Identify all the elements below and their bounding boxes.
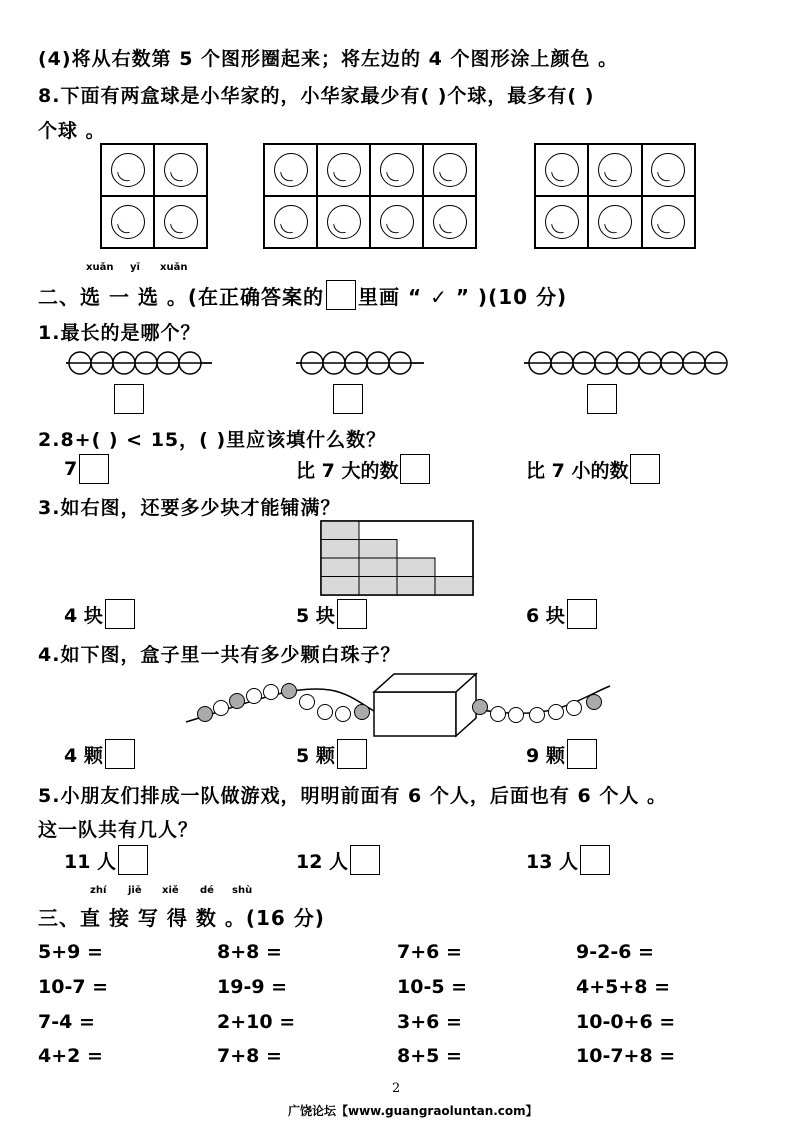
section2-title-mid: (在正确答案的 — [187, 284, 325, 309]
section2-title — [38, 280, 567, 310]
s2q4-text: 4.如下图，盒子里一共有多少颗白珠子？ — [38, 644, 401, 666]
ball-icon — [433, 153, 467, 187]
ball-cell — [317, 196, 370, 248]
section2-title-prefix: 二、选 一 选 。 — [38, 284, 188, 309]
s2q3-option-3 — [526, 599, 597, 629]
ball-icon — [274, 153, 308, 187]
ball-cell — [423, 144, 476, 196]
option-label: 比 7 小的数 — [526, 459, 629, 482]
s2q3-answer-box-3[interactable] — [567, 599, 597, 629]
ball-icon — [598, 153, 632, 187]
bead-box-figure — [180, 666, 616, 744]
ball-icon — [111, 153, 145, 187]
section2-title-suffix: 里画 “ ✓ ” )(10 分) — [358, 284, 568, 309]
ball-icon — [651, 153, 685, 187]
calc-item: 10-7+8 = — [576, 1045, 676, 1067]
calc-item: 7+8 = — [217, 1045, 282, 1067]
ball-icon — [327, 205, 361, 239]
ball-cell — [264, 144, 317, 196]
s2q5-option-2 — [296, 845, 380, 875]
s2q5-answer-box-2[interactable] — [350, 845, 380, 875]
pinyin-xuan2: xuǎn — [160, 262, 188, 273]
ball-cell — [535, 196, 588, 248]
ball-icon — [545, 153, 579, 187]
calc-item: 7+6 = — [397, 941, 462, 963]
calc-item: 19-9 = — [217, 976, 288, 998]
pinyin-shu: shù — [232, 885, 253, 896]
calc-item: 4+2 = — [38, 1045, 103, 1067]
ball-icon — [111, 205, 145, 239]
ball-cell — [370, 144, 423, 196]
ball-cell — [154, 196, 207, 248]
ball-icon — [327, 153, 361, 187]
s2q2-answer-box-1[interactable] — [79, 454, 109, 484]
ball-box-3 — [534, 143, 696, 249]
s2q3-answer-box-1[interactable] — [105, 599, 135, 629]
ball-cell — [642, 196, 695, 248]
s2q2-option-3 — [526, 454, 660, 484]
pinyin-xuan1: xuǎn — [86, 262, 114, 273]
s2q5-option-1 — [64, 845, 148, 875]
s2q1-text: 1.最长的是哪个？ — [38, 322, 201, 344]
ball-cell — [101, 196, 154, 248]
ball-cell — [642, 144, 695, 196]
answer-box-sample — [326, 280, 356, 310]
option-label: 6 块 — [526, 604, 565, 627]
s2q1-answer-box-3[interactable] — [587, 384, 617, 414]
footer-text: 广饶论坛【www.guangraoluntan.com】 — [288, 1104, 538, 1118]
ball-icon — [380, 153, 414, 187]
s2q2-answer-box-3[interactable] — [630, 454, 660, 484]
calc-item: 10-5 = — [397, 976, 468, 998]
s2q4-option-2 — [296, 739, 367, 769]
option-label: 比 7 大的数 — [296, 459, 399, 482]
ball-icon — [380, 205, 414, 239]
pinyin-jie: jiē — [128, 885, 142, 896]
ball-icon — [274, 205, 308, 239]
bead-string-3 — [524, 352, 727, 374]
option-label: 4 颗 — [64, 744, 103, 767]
s2q2-option-2 — [296, 454, 430, 484]
s2q5-answer-box-1[interactable] — [118, 845, 148, 875]
s2q4-option-1 — [64, 739, 135, 769]
ball-icon — [598, 205, 632, 239]
option-label: 13 人 — [526, 850, 579, 873]
pinyin-zhi: zhí — [90, 885, 107, 896]
q8-text-line1: 8.下面有两盒球是小华家的，小华家最少有( )个球，最多有( ) — [38, 85, 595, 107]
ball-cell — [317, 144, 370, 196]
s2q2-option-1 — [64, 454, 109, 484]
s2q5-option-3 — [526, 845, 610, 875]
option-label: 4 块 — [64, 604, 103, 627]
s2q4-answer-box-3[interactable] — [567, 739, 597, 769]
calc-item: 9-2-6 = — [576, 941, 654, 963]
s2q2-text: 2.8+( ) < 15，( )里应该填什么数？ — [38, 429, 387, 451]
q8-text-line2: 个球 。 — [38, 120, 106, 142]
ball-cell — [535, 144, 588, 196]
option-label: 9 颗 — [526, 744, 565, 767]
calc-item: 8+8 = — [217, 941, 282, 963]
bead-string-1 — [66, 352, 212, 374]
calc-item: 5+9 = — [38, 941, 103, 963]
option-label: 12 人 — [296, 850, 349, 873]
ball-box-1 — [100, 143, 208, 249]
option-label: 7 — [64, 458, 78, 480]
s2q1-answer-box-1[interactable] — [114, 384, 144, 414]
ball-cell — [423, 196, 476, 248]
threaded-beads-figure — [60, 348, 740, 378]
ball-cell — [588, 144, 641, 196]
s2q4-answer-box-2[interactable] — [337, 739, 367, 769]
ball-icon — [545, 205, 579, 239]
bead-string-2 — [296, 352, 424, 374]
s2q3-text: 3.如右图，还要多少块才能铺满？ — [38, 497, 341, 519]
calc-item: 8+5 = — [397, 1045, 462, 1067]
option-label: 5 块 — [296, 604, 335, 627]
calc-item: 3+6 = — [397, 1011, 462, 1033]
ball-cell — [588, 196, 641, 248]
calc-item: 4+5+8 = — [576, 976, 671, 998]
ball-icon — [433, 205, 467, 239]
s2q3-option-2 — [296, 599, 367, 629]
tile-figure — [320, 520, 476, 596]
calc-item: 10-0+6 = — [576, 1011, 676, 1033]
page-number: 2 — [392, 1081, 401, 1096]
s2q4-answer-box-1[interactable] — [105, 739, 135, 769]
ball-box-2 — [263, 143, 477, 249]
ball-cell — [101, 144, 154, 196]
ball-icon — [164, 153, 198, 187]
calc-item: 7-4 = — [38, 1011, 95, 1033]
pinyin-yi: yī — [130, 262, 140, 273]
calc-item: 2+10 = — [217, 1011, 296, 1033]
ball-cell — [370, 196, 423, 248]
option-label: 5 颗 — [296, 744, 335, 767]
s2q3-option-1 — [64, 599, 135, 629]
s2q5-text-line1: 5.小朋友们排成一队做游戏，明明前面有 6 个人，后面也有 6 个人 。 — [38, 785, 667, 807]
calc-item: 10-7 = — [38, 976, 109, 998]
ball-cell — [154, 144, 207, 196]
section3-title: 三、直 接 写 得 数 。(16 分) — [38, 906, 325, 930]
ball-cell — [264, 196, 317, 248]
s2q1-answer-box-2[interactable] — [333, 384, 363, 414]
pinyin-de: dé — [200, 885, 214, 896]
s2q5-answer-box-3[interactable] — [580, 845, 610, 875]
s2q5-text-line2: 这一队共有几人？ — [38, 819, 199, 841]
s2q2-answer-box-2[interactable] — [400, 454, 430, 484]
s2q4-option-3 — [526, 739, 597, 769]
ball-icon — [651, 205, 685, 239]
pinyin-xie: xiě — [162, 885, 179, 896]
q7-part4-text: (4)将从右数第 5 个图形圈起来；将左边的 4 个图形涂上颜色 。 — [38, 48, 619, 70]
option-label: 11 人 — [64, 850, 117, 873]
ball-icon — [164, 205, 198, 239]
s2q3-answer-box-2[interactable] — [337, 599, 367, 629]
